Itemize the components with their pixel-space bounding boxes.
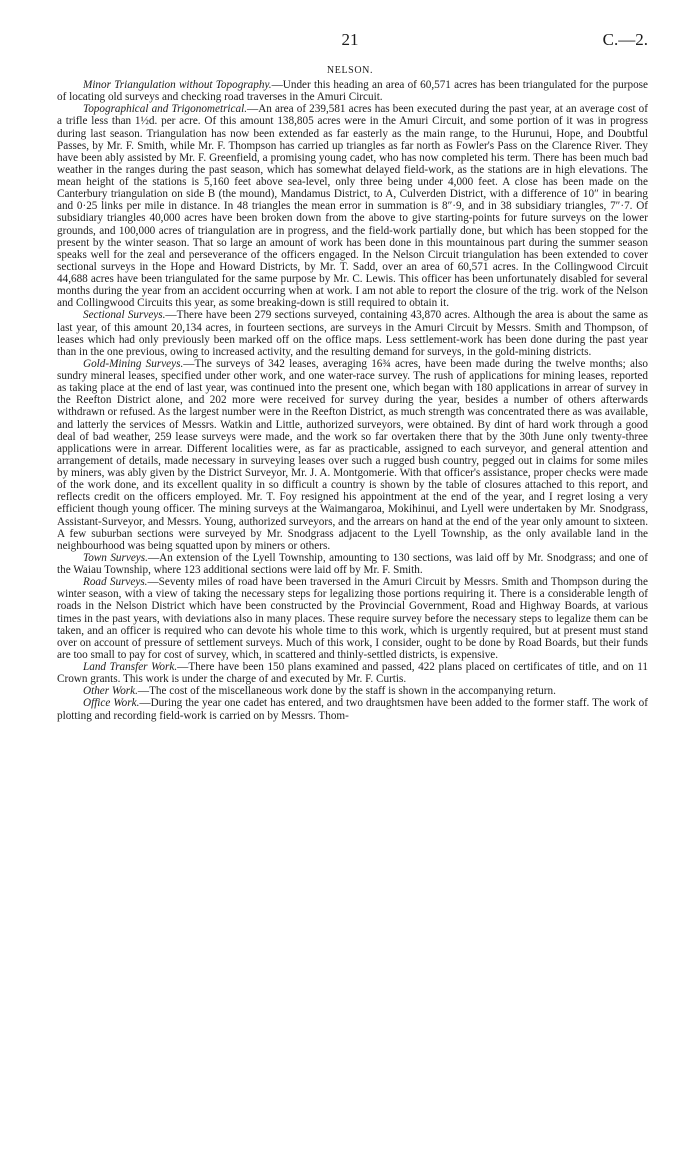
paragraph-text: —Under this heading an area of 60,571 acres has been triangulated for the purpose of locating old surveys and checking road traverses in the Amuri Circuit. — [57, 79, 648, 104]
paragraph-land-transfer — [57, 661, 648, 685]
paragraph-heading: Topographical and Trigonometrical. — [83, 103, 248, 116]
page-number: 21 — [341, 30, 359, 49]
paragraph-sectional-surveys — [57, 309, 648, 358]
paragraph-town-surveys — [57, 552, 648, 576]
paragraph-text: —During the year one cadet has entered, and two draughtsmen have been added to the former staff. The work of plotting and recording field-work is carried on by Messrs. Thom- — [57, 697, 648, 722]
paragraph-minor-triangulation — [57, 79, 648, 103]
paragraph-other-work — [57, 685, 648, 697]
section-title: NELSON. — [326, 65, 374, 76]
paragraph-road-surveys — [57, 576, 648, 661]
paragraph-gold-mining-surveys — [57, 358, 648, 552]
paragraph-text: —An extension of the Lyell Township, amounting to 130 sections, was laid off by Mr. Snodgrass; and one of the Waiau Township, where 123 additional sections were laid off by Mr. F. Smith. — [57, 551, 648, 576]
paragraph-topographical — [57, 103, 648, 309]
document-code: C.—2. — [602, 30, 648, 49]
paragraph-heading: Other Work. — [83, 685, 138, 698]
paragraph-text: —An area of 239,581 acres has been executed during the past year, at an average cost of a trifle less than 1½d. per acre. Of this amount 138,805 acres were in the Amuri Circuit, and some portion of it was in progress during last season. Triangulation has now been extended as far easterly as the main range, to the Hurunui, Hope, and Doubtful Passes, by Mr. F. Smith, while Mr. F. Thompson has carried up triangles as far north as Fowler's Pass on the Clarence River. They have been ably assisted by Mr. F. Greenfield, a promising young cadet, who has now completed his term. There has been much bad weather in the ranges during the past season, which has somewhat delayed field-work, as the stations are in high elevations. The mean height of the stations is 5,160 feet above sea-level, only three being under 4,000 feet. A close has been made on the Canterbury triangulation on side B (the mound), Mandamus District, to A, Culverden District, with a difference of 10″ in bearing and 0·25 links per mile in distance. In 48 triangles the mean error in summation is 8″·9, and in 38 subsidiary triangles, 7″·7. Of subsidiary triangles 40,000 acres have been broken down from the above to give starting-points for future surveys on the lower grounds, and 100,000 acres of triangulation are in progress, and the field-work partially done, but which has been stopped for the present by the winter season. That so large an amount of work has been done in this mountainous part during the summer season speaks well for the zeal and perseverance of the officers engaged. In the Nelson Circuit triangulation has been extended to cover sectional surveys in the Hope and Howard Districts, by Mr. T. Sadd, over an area of 60,571 acres. In the Collingwood Circuit 44,688 acres have been triangulated for the same purpose by Mr. C. Lewis. This officer has been unfortunately disabled for several months during the year from an accident occurring when at work. I am not able to report the closure of the trig. work of the Nelson and Collingwood Circuits this year, as some breaking-down is still required to obtain it. — [57, 103, 649, 310]
paragraph-heading: Town Surveys. — [83, 551, 148, 564]
paragraph-office-work — [57, 697, 648, 721]
page-header — [0, 30, 700, 54]
paragraph-heading: Sectional Surveys. — [83, 309, 166, 322]
paragraph-heading: Land Transfer Work. — [83, 661, 178, 673]
report-body — [57, 79, 648, 722]
paragraph-text: —The surveys of 342 leases, averaging 16¾ acres, have been made during the twelve months; also sundry mineral leases, specified under other work, and one water-race survey. The rush of applications for mining leases, reported as taking place at the end of last year, was continued into the present one, which began with 180 applications in arrear of survey in the Reefton District alone, and 202 more were received for survey during the year, besides a number of others afterwards withdrawn or refused. As the largest number were in the Reefton District, as much strength was concentrated there as was available, and latterly the services of Messrs. Watkin and Little, authorized surveyors, were obtained. By dint of hard work through a good deal of bad weather, 259 lease surveys were made, and the work so far overtaken there that by the 30th June only twenty-three applications were in arrear. Different localities were, as far as practicable, assigned to each surveyor, and general attention and arrangement of details, made necessary in surveying leases over such a rugged bush country, pegged out in claims for some miles by miners, was ably given by the District Surveyor, Mr. J. A. Montgomerie. With that officer's assistance, proper checks were made of the work done, and its excellent quality in so difficult a country is shown by the table of closures attached to this report, and reflects credit on the officers employed. Mr. T. Foy resigned his appointment at the end of the year, and I regret losing a very efficient though young officer. The mining surveys at the Waimangaroa, Mokihinui, and Lyell were undertaken by Mr. Snodgrass, Assistant-Surveyor, and Messrs. Young, authorized surveyors, and the arrears on hand at the end of the year only amount to sixteen. A few suburban sections were surveyed by Mr. Snodgrass adjacent to the Lyell Township, as the only available land in the neighbourhood was being squatted upon by miners or others. — [57, 357, 649, 552]
paragraph-heading: Minor Triangulation without Topography. — [83, 79, 272, 91]
paragraph-text: —There have been 279 sections surveyed, containing 43,870 acres. Although the area is about the same as last year, of this amount 20,134 acres, in fourteen sections, are surveys in the Amuri Circuit by Messrs. Smith and Thompson, of leases which had only previously been marked off on the office maps. Less settlement-work has been done during the past year than in the one previous, owing to increased activity, and the resulting demand for surveys, in the gold-mining districts. — [57, 309, 648, 358]
paragraph-text: —Seventy miles of road have been traversed in the Amuri Circuit by Messrs. Smith and Thompson during the winter season, with a view of taking the necessary steps for legalizing those portions requiring it. There is a considerable length of roads in the Nelson District which have been constructed by the Provincial Government, Road and Highway Boards, at various times in the past years, with deviations also in many places. These require survey before the necessary steps to legalize them can be taken, and an officer is required who can devote his whole time to this work, which is urgently required, but at present must stand over on account of pressure of settlement surveys. Much of this work, I consider, ought to be done by Road Boards, but their funds are too small to pay for cost of survey, which, in scattered and thinly-settled districts, is expensive. — [57, 576, 648, 661]
paragraph-heading: Office Work. — [83, 697, 140, 710]
paragraph-heading: Road Surveys. — [83, 576, 148, 589]
paragraph-text: —The cost of the miscellaneous work done by the staff is shown in the accompanying return. — [137, 685, 556, 698]
paragraph-text: —There have been 150 plans examined and passed, 422 plans placed on certificates of title, and on 11 Crown grants. This work is under the charge of and executed by Mr. F. Curtis. — [57, 661, 648, 686]
paragraph-heading: Gold-Mining Surveys. — [83, 357, 184, 370]
